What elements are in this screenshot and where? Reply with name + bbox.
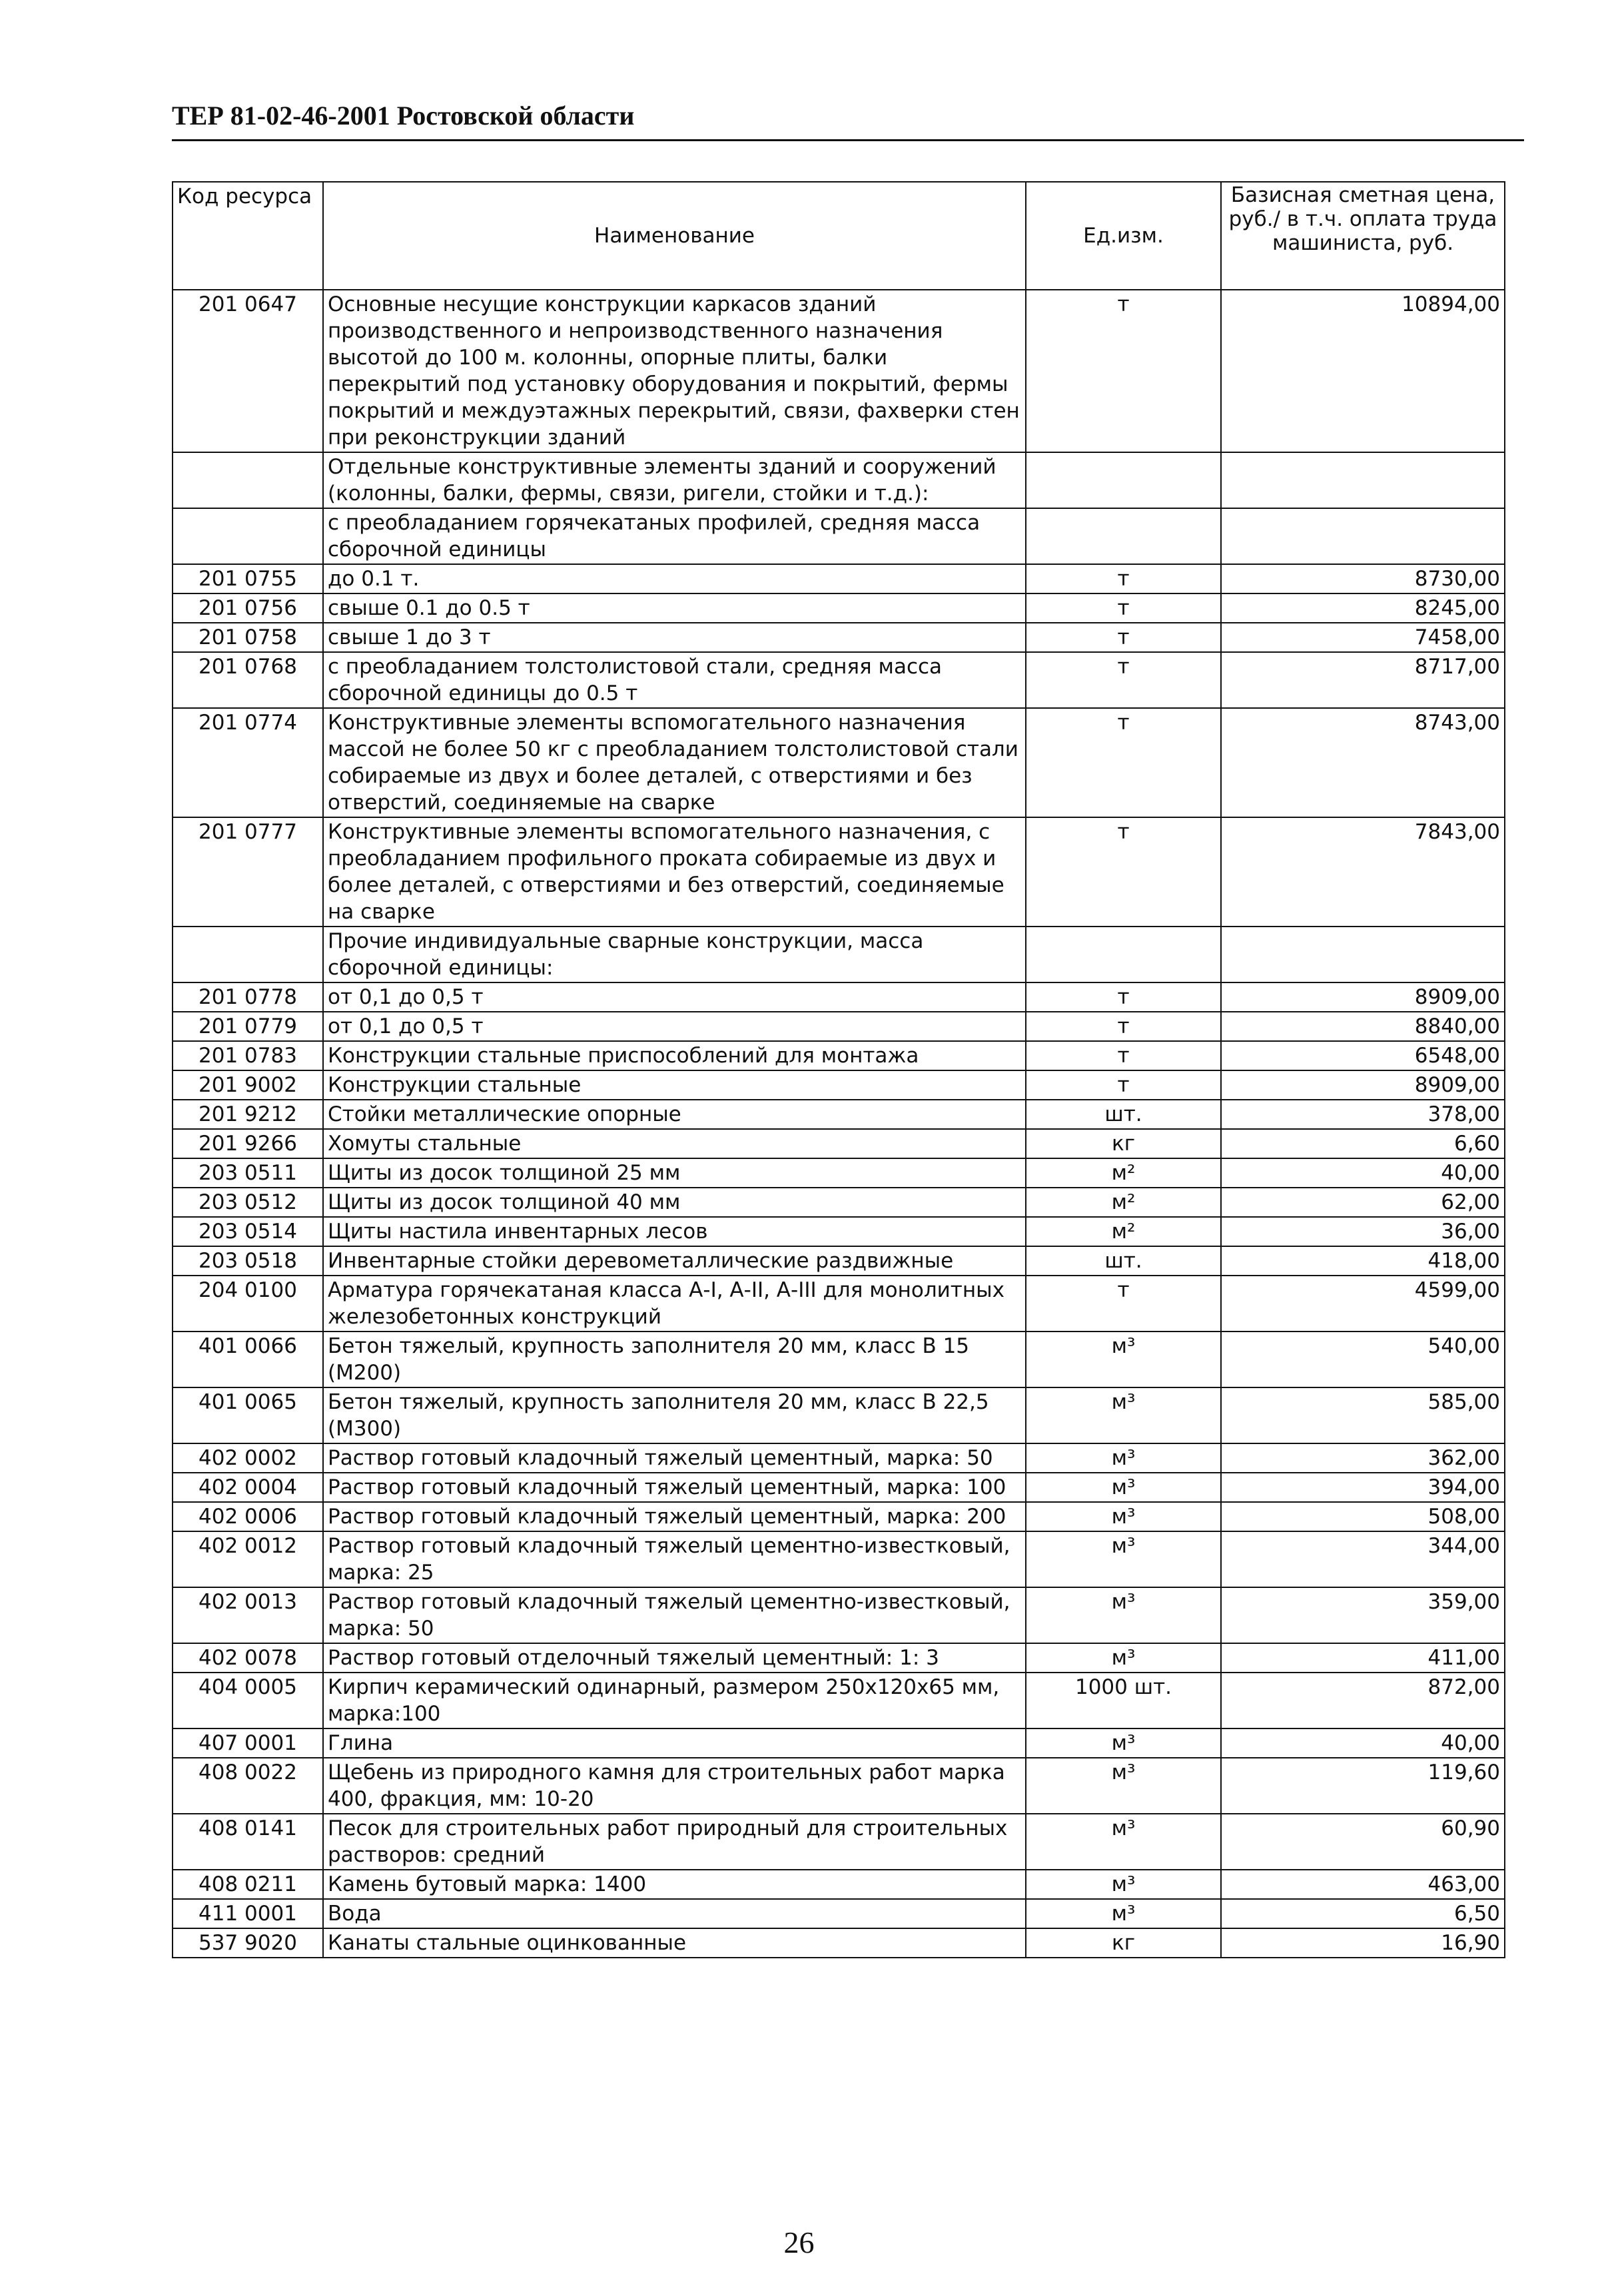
- cell-code: [173, 452, 323, 508]
- cell-unit: т: [1026, 593, 1221, 623]
- cell-price: [1221, 508, 1505, 564]
- cell-name: Раствор готовый кладочный тяжелый цементный, марка: 50: [323, 1443, 1026, 1473]
- cell-unit: м²: [1026, 1188, 1221, 1217]
- cell-name: Арматура горячекатаная класса А-I, А-II, А-III для монолитных железобетонных конструкций: [323, 1276, 1026, 1332]
- table-row: [173, 1443, 1505, 1473]
- cell-name: Раствор готовый кладочный тяжелый цементный, марка: 100: [323, 1473, 1026, 1502]
- table-row: [173, 1758, 1505, 1814]
- table-row: [173, 1188, 1505, 1217]
- cell-unit: м³: [1026, 1899, 1221, 1928]
- cell-price: 36,00: [1221, 1217, 1505, 1246]
- cell-code: 404 0005: [173, 1673, 323, 1728]
- table-row: [173, 290, 1505, 452]
- cell-code: 201 0755: [173, 564, 323, 593]
- cell-code: 203 0512: [173, 1188, 323, 1217]
- cell-name: от 0,1 до 0,5 т: [323, 1012, 1026, 1041]
- cell-name: Хомуты стальные: [323, 1129, 1026, 1158]
- cell-name: Щиты настила инвентарных лесов: [323, 1217, 1026, 1246]
- cell-code: 204 0100: [173, 1276, 323, 1332]
- cell-code: 401 0066: [173, 1332, 323, 1387]
- cell-name: Камень бутовый марка: 1400: [323, 1870, 1026, 1899]
- cell-unit: м³: [1026, 1443, 1221, 1473]
- cell-code: 201 9002: [173, 1070, 323, 1100]
- page-header: [172, 100, 1524, 141]
- cell-price: 60,90: [1221, 1814, 1505, 1870]
- column-header-unit: Ед.изм.: [1026, 182, 1221, 290]
- cell-name: Вода: [323, 1899, 1026, 1928]
- cell-price: 119,60: [1221, 1758, 1505, 1814]
- cell-code: 203 0511: [173, 1158, 323, 1188]
- cell-code: 408 0141: [173, 1814, 323, 1870]
- table-row: [173, 708, 1505, 817]
- cell-name: Стойки металлические опорные: [323, 1100, 1026, 1129]
- cell-unit: т: [1026, 708, 1221, 817]
- table-row: [173, 1587, 1505, 1643]
- table-row: [173, 1728, 1505, 1758]
- cell-price: 62,00: [1221, 1188, 1505, 1217]
- cell-name: Щебень из природного камня для строительных работ марка 400, фракция, мм: 10-20: [323, 1758, 1026, 1814]
- cell-price: 418,00: [1221, 1246, 1505, 1276]
- table-row: [173, 1473, 1505, 1502]
- column-header-name: Наименование: [323, 182, 1026, 290]
- cell-price: 362,00: [1221, 1443, 1505, 1473]
- cell-unit: т: [1026, 1012, 1221, 1041]
- cell-name: Кирпич керамический одинарный, размером 250x120x65 мм, марка:100: [323, 1673, 1026, 1728]
- table-row: [173, 1276, 1505, 1332]
- cell-name: от 0,1 до 0,5 т: [323, 982, 1026, 1012]
- cell-unit: т: [1026, 623, 1221, 652]
- table-row: [173, 1070, 1505, 1100]
- cell-code: 201 0777: [173, 817, 323, 927]
- cell-unit: м³: [1026, 1587, 1221, 1643]
- cell-unit: м³: [1026, 1531, 1221, 1587]
- table-row: [173, 1643, 1505, 1673]
- cell-unit: 1000 шт.: [1026, 1673, 1221, 1728]
- table-row: [173, 1129, 1505, 1158]
- cell-name: свыше 1 до 3 т: [323, 623, 1026, 652]
- cell-code: 407 0001: [173, 1728, 323, 1758]
- cell-price: 16,90: [1221, 1928, 1505, 1958]
- cell-code: 408 0211: [173, 1870, 323, 1899]
- cell-name: Отдельные конструктивные элементы зданий и сооружений (колонны, балки, фермы, связи, ригели, стойки и т.д.):: [323, 452, 1026, 508]
- cell-price: 40,00: [1221, 1728, 1505, 1758]
- cell-code: 402 0013: [173, 1587, 323, 1643]
- cell-price: [1221, 452, 1505, 508]
- table-row: [173, 1246, 1505, 1276]
- cell-unit: [1026, 927, 1221, 982]
- cell-code: 537 9020: [173, 1928, 323, 1958]
- cell-name: Конструкции стальные приспособлений для монтажа: [323, 1041, 1026, 1070]
- cell-unit: т: [1026, 1041, 1221, 1070]
- cell-name: Основные несущие конструкции каркасов зданий производственного и непроизводственного назначения высотой до 100 м. колонны, опорные плиты, балки перекрытий под установку оборудования и покрытий, фермы покрытий и междуэтажных перекрытий, связи, фахверки стен при реконструкции зданий: [323, 290, 1026, 452]
- table-row: [173, 1814, 1505, 1870]
- cell-code: 201 0768: [173, 652, 323, 708]
- cell-unit: т: [1026, 652, 1221, 708]
- table-row: [173, 1217, 1505, 1246]
- cell-price: 411,00: [1221, 1643, 1505, 1673]
- cell-code: [173, 508, 323, 564]
- cell-unit: т: [1026, 817, 1221, 927]
- cell-price: 8245,00: [1221, 593, 1505, 623]
- table-row: [173, 508, 1505, 564]
- table-row: [173, 1870, 1505, 1899]
- cell-price: 8909,00: [1221, 1070, 1505, 1100]
- cell-unit: м³: [1026, 1643, 1221, 1673]
- table-row: [173, 1531, 1505, 1587]
- cell-name: свыше 0.1 до 0.5 т: [323, 593, 1026, 623]
- column-header-code: Код ресурса: [173, 182, 323, 290]
- cell-unit: м³: [1026, 1728, 1221, 1758]
- cell-name: Конструктивные элементы вспомогательного назначения массой не более 50 кг с преобладанием толстолистовой стали собираемые из двух и более деталей, с отверстиями и без отверстий, соединяемые на сварке: [323, 708, 1026, 817]
- cell-unit: м²: [1026, 1217, 1221, 1246]
- cell-price: 8840,00: [1221, 1012, 1505, 1041]
- table-body: [173, 290, 1505, 1958]
- cell-unit: т: [1026, 1070, 1221, 1100]
- cell-code: 203 0518: [173, 1246, 323, 1276]
- table-row: [173, 1899, 1505, 1928]
- cell-name: Раствор готовый кладочный тяжелый цементно-известковый, марка: 25: [323, 1531, 1026, 1587]
- cell-name: до 0.1 т.: [323, 564, 1026, 593]
- table-row: [173, 1100, 1505, 1129]
- cell-name: Бетон тяжелый, крупность заполнителя 20 мм, класс В 22,5 (М300): [323, 1387, 1026, 1443]
- cell-unit: кг: [1026, 1928, 1221, 1958]
- cell-code: 201 0756: [173, 593, 323, 623]
- table-row: [173, 927, 1505, 982]
- cell-price: 359,00: [1221, 1587, 1505, 1643]
- cell-price: 8730,00: [1221, 564, 1505, 593]
- table-row: [173, 1502, 1505, 1531]
- cell-price: 40,00: [1221, 1158, 1505, 1188]
- cell-unit: м³: [1026, 1758, 1221, 1814]
- cell-price: 6548,00: [1221, 1041, 1505, 1070]
- cell-code: 201 9212: [173, 1100, 323, 1129]
- cell-unit: т: [1026, 564, 1221, 593]
- cell-price: 8909,00: [1221, 982, 1505, 1012]
- cell-code: 402 0006: [173, 1502, 323, 1531]
- cell-code: 402 0004: [173, 1473, 323, 1502]
- cell-price: 394,00: [1221, 1473, 1505, 1502]
- resource-price-table: [172, 181, 1505, 1958]
- cell-price: 6,60: [1221, 1129, 1505, 1158]
- cell-name: Песок для строительных работ природный для строительных растворов: средний: [323, 1814, 1026, 1870]
- cell-name: Бетон тяжелый, крупность заполнителя 20 мм, класс В 15 (М200): [323, 1332, 1026, 1387]
- table-row: [173, 1673, 1505, 1728]
- cell-unit: т: [1026, 982, 1221, 1012]
- table-row: [173, 1041, 1505, 1070]
- cell-code: 201 9266: [173, 1129, 323, 1158]
- cell-name: Щиты из досок толщиной 25 мм: [323, 1158, 1026, 1188]
- cell-unit: кг: [1026, 1129, 1221, 1158]
- cell-unit: м³: [1026, 1387, 1221, 1443]
- cell-name: Глина: [323, 1728, 1026, 1758]
- table-row: [173, 1928, 1505, 1958]
- cell-name: Раствор готовый кладочный тяжелый цементный, марка: 200: [323, 1502, 1026, 1531]
- cell-price: 585,00: [1221, 1387, 1505, 1443]
- cell-price: [1221, 927, 1505, 982]
- cell-price: 10894,00: [1221, 290, 1505, 452]
- cell-price: 7458,00: [1221, 623, 1505, 652]
- cell-price: 872,00: [1221, 1673, 1505, 1728]
- cell-unit: т: [1026, 1276, 1221, 1332]
- table-row: [173, 593, 1505, 623]
- cell-code: 402 0078: [173, 1643, 323, 1673]
- table-row: [173, 564, 1505, 593]
- cell-code: 402 0012: [173, 1531, 323, 1587]
- cell-unit: [1026, 452, 1221, 508]
- cell-name: Раствор готовый отделочный тяжелый цементный: 1: 3: [323, 1643, 1026, 1673]
- cell-name: Раствор готовый кладочный тяжелый цементно-известковый, марка: 50: [323, 1587, 1026, 1643]
- cell-name: Прочие индивидуальные сварные конструкции, масса сборочной единицы:: [323, 927, 1026, 982]
- cell-unit: т: [1026, 290, 1221, 452]
- table-row: [173, 817, 1505, 927]
- table-row: [173, 982, 1505, 1012]
- table-row: [173, 1387, 1505, 1443]
- cell-price: 508,00: [1221, 1502, 1505, 1531]
- cell-price: 8743,00: [1221, 708, 1505, 817]
- cell-unit: [1026, 508, 1221, 564]
- cell-code: 408 0022: [173, 1758, 323, 1814]
- table-row: [173, 1158, 1505, 1188]
- cell-code: 201 0783: [173, 1041, 323, 1070]
- cell-price: 540,00: [1221, 1332, 1505, 1387]
- cell-price: 4599,00: [1221, 1276, 1505, 1332]
- cell-name: Инвентарные стойки деревометаллические раздвижные: [323, 1246, 1026, 1276]
- table-row: [173, 652, 1505, 708]
- cell-price: 8717,00: [1221, 652, 1505, 708]
- cell-unit: м³: [1026, 1473, 1221, 1502]
- column-header-price: Базисная сметная цена, руб./ в т.ч. оплата труда машиниста, руб.: [1221, 182, 1505, 290]
- page-number: 26: [783, 2225, 815, 2259]
- cell-name: Щиты из досок толщиной 40 мм: [323, 1188, 1026, 1217]
- cell-unit: м³: [1026, 1814, 1221, 1870]
- cell-code: 401 0065: [173, 1387, 323, 1443]
- cell-price: 6,50: [1221, 1899, 1505, 1928]
- cell-name: Конструкции стальные: [323, 1070, 1026, 1100]
- document-title: ТЕР 81-02-46-2001 Ростовской области: [172, 101, 635, 131]
- cell-unit: шт.: [1026, 1100, 1221, 1129]
- cell-code: 411 0001: [173, 1899, 323, 1928]
- cell-code: 201 0774: [173, 708, 323, 817]
- cell-unit: м³: [1026, 1502, 1221, 1531]
- cell-code: [173, 927, 323, 982]
- cell-unit: м²: [1026, 1158, 1221, 1188]
- cell-unit: м³: [1026, 1870, 1221, 1899]
- cell-code: 402 0002: [173, 1443, 323, 1473]
- table-row: [173, 452, 1505, 508]
- cell-price: 344,00: [1221, 1531, 1505, 1587]
- cell-code: 203 0514: [173, 1217, 323, 1246]
- cell-price: 463,00: [1221, 1870, 1505, 1899]
- cell-code: 201 0779: [173, 1012, 323, 1041]
- cell-name: с преобладанием горячекатаных профилей, средняя масса сборочной единицы: [323, 508, 1026, 564]
- cell-name: Канаты стальные оцинкованные: [323, 1928, 1026, 1958]
- table-row: [173, 1012, 1505, 1041]
- cell-code: 201 0778: [173, 982, 323, 1012]
- cell-code: 201 0647: [173, 290, 323, 452]
- cell-name: с преобладанием толстолистовой стали, средняя масса сборочной единицы до 0.5 т: [323, 652, 1026, 708]
- table-header-row: [173, 182, 1505, 290]
- cell-unit: шт.: [1026, 1246, 1221, 1276]
- table-row: [173, 1332, 1505, 1387]
- cell-price: 378,00: [1221, 1100, 1505, 1129]
- cell-price: 7843,00: [1221, 817, 1505, 927]
- cell-code: 201 0758: [173, 623, 323, 652]
- table-row: [173, 623, 1505, 652]
- cell-name: Конструктивные элементы вспомогательного назначения, с преобладанием профильного проката собираемые из двух и более деталей, с отверстиями и без отверстий, соединяемые на сварке: [323, 817, 1026, 927]
- cell-unit: м³: [1026, 1332, 1221, 1387]
